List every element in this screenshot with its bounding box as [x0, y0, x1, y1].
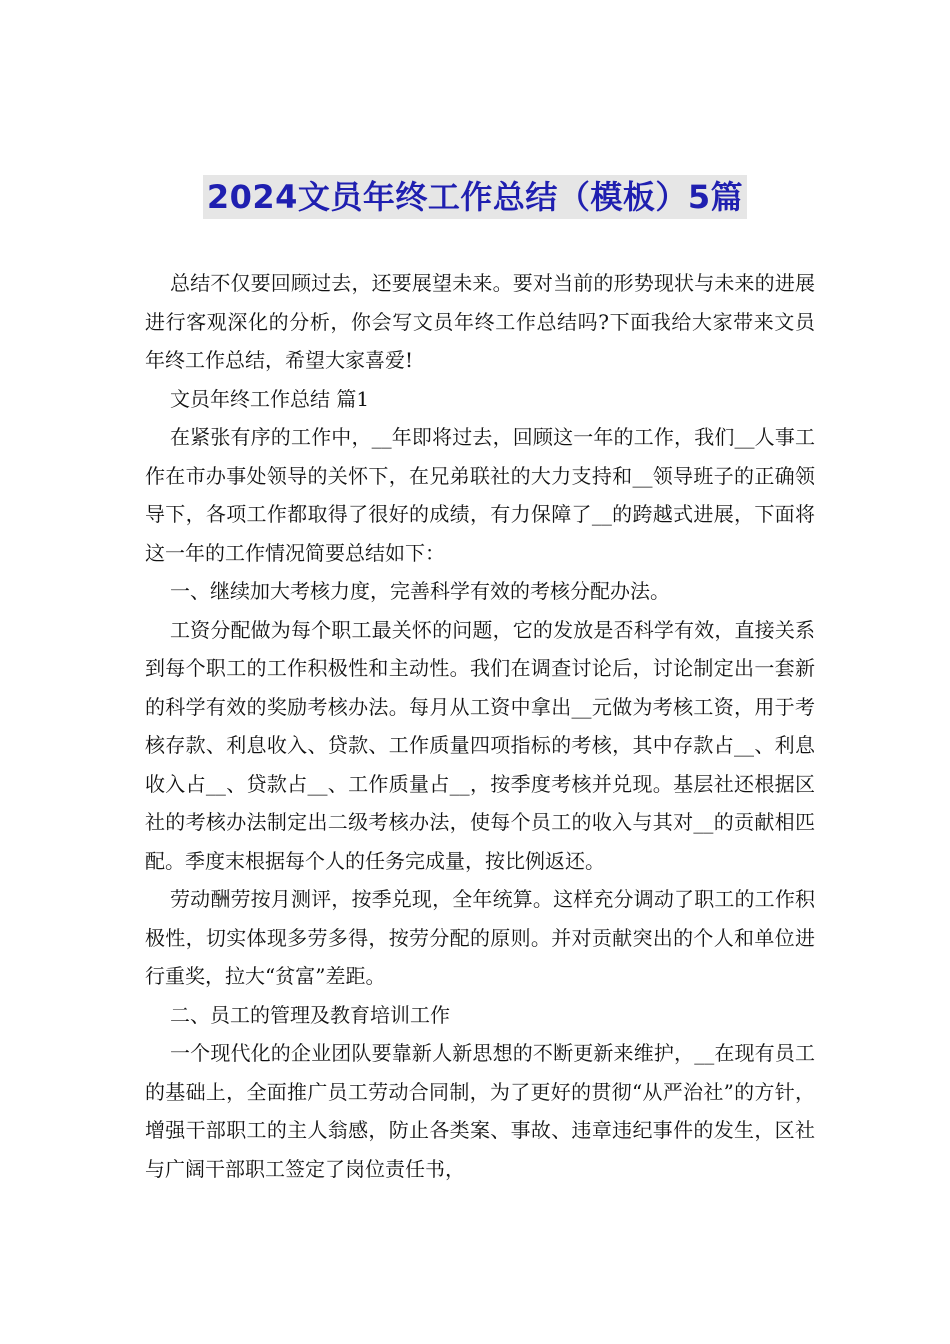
document-title-text: 2024文员年终工作总结（模板）5篇: [203, 175, 747, 219]
section-heading-part1: 文员年终工作总结 篇1: [170, 386, 370, 411]
section-heading-2: 二、员工的管理及教育培训工作: [170, 1002, 450, 1027]
body-paragraph: 一个现代化的企业团队要靠新人新思想的不断更新来维护，__在现有员工的基础上，全面推广员工劳动合同制，为了更好的贯彻“从严治社”的方针，增强干部职工的主人翁感，防止各类案、事故、违章违纪事件的发生，区社与广阔干部职工签定了岗位责任书，: [145, 1041, 815, 1181]
body-paragraph: 在紧张有序的工作中，__年即将过去，回顾这一年的工作，我们__人事工作在市办事处领导的关怀下，在兄弟联社的大力支持和__领导班子的正确领导下，各项工作都取得了很好的成绩，有力保障了__的跨越式进展，下面将这一年的工作情况简要总结如下：: [145, 425, 815, 565]
document-body: [145, 264, 815, 1188]
intro-paragraph: 总结不仅要回顾过去，还要展望未来。要对当前的形势现状与未来的进展进行客观深化的分析，你会写文员年终工作总结吗?下面我给大家带来文员年终工作总结，希望大家喜爱!: [145, 271, 815, 372]
body-paragraph: 工资分配做为每个职工最关怀的问题，它的发放是否科学有效，直接关系到每个职工的工作积极性和主动性。我们在调查讨论后，讨论制定出一套新的科学有效的奖励考核办法。每月从工资中拿出__元做为考核工资，用于考核存款、利息收入、贷款、工作质量四项指标的考核，其中存款占__、利息收入占__、贷款占__、工作质量占__，按季度考核并兑现。基层社还根据区社的考核办法制定出二级考核办法，使每个员工的收入与其对__的贡献相匹配。季度末根据每个人的任务完成量，按比例返还。: [145, 617, 815, 873]
section-heading-1: 一、继续加大考核力度，完善科学有效的考核分配办法。: [170, 579, 670, 603]
document-title: [0, 175, 950, 219]
body-paragraph: 劳动酬劳按月测评，按季兑现，全年统算。这样充分调动了职工的工作积极性，切实体现多劳多得，按劳分配的原则。并对贡献突出的个人和单位进行重奖，拉大“贫富”差距。: [145, 887, 815, 988]
